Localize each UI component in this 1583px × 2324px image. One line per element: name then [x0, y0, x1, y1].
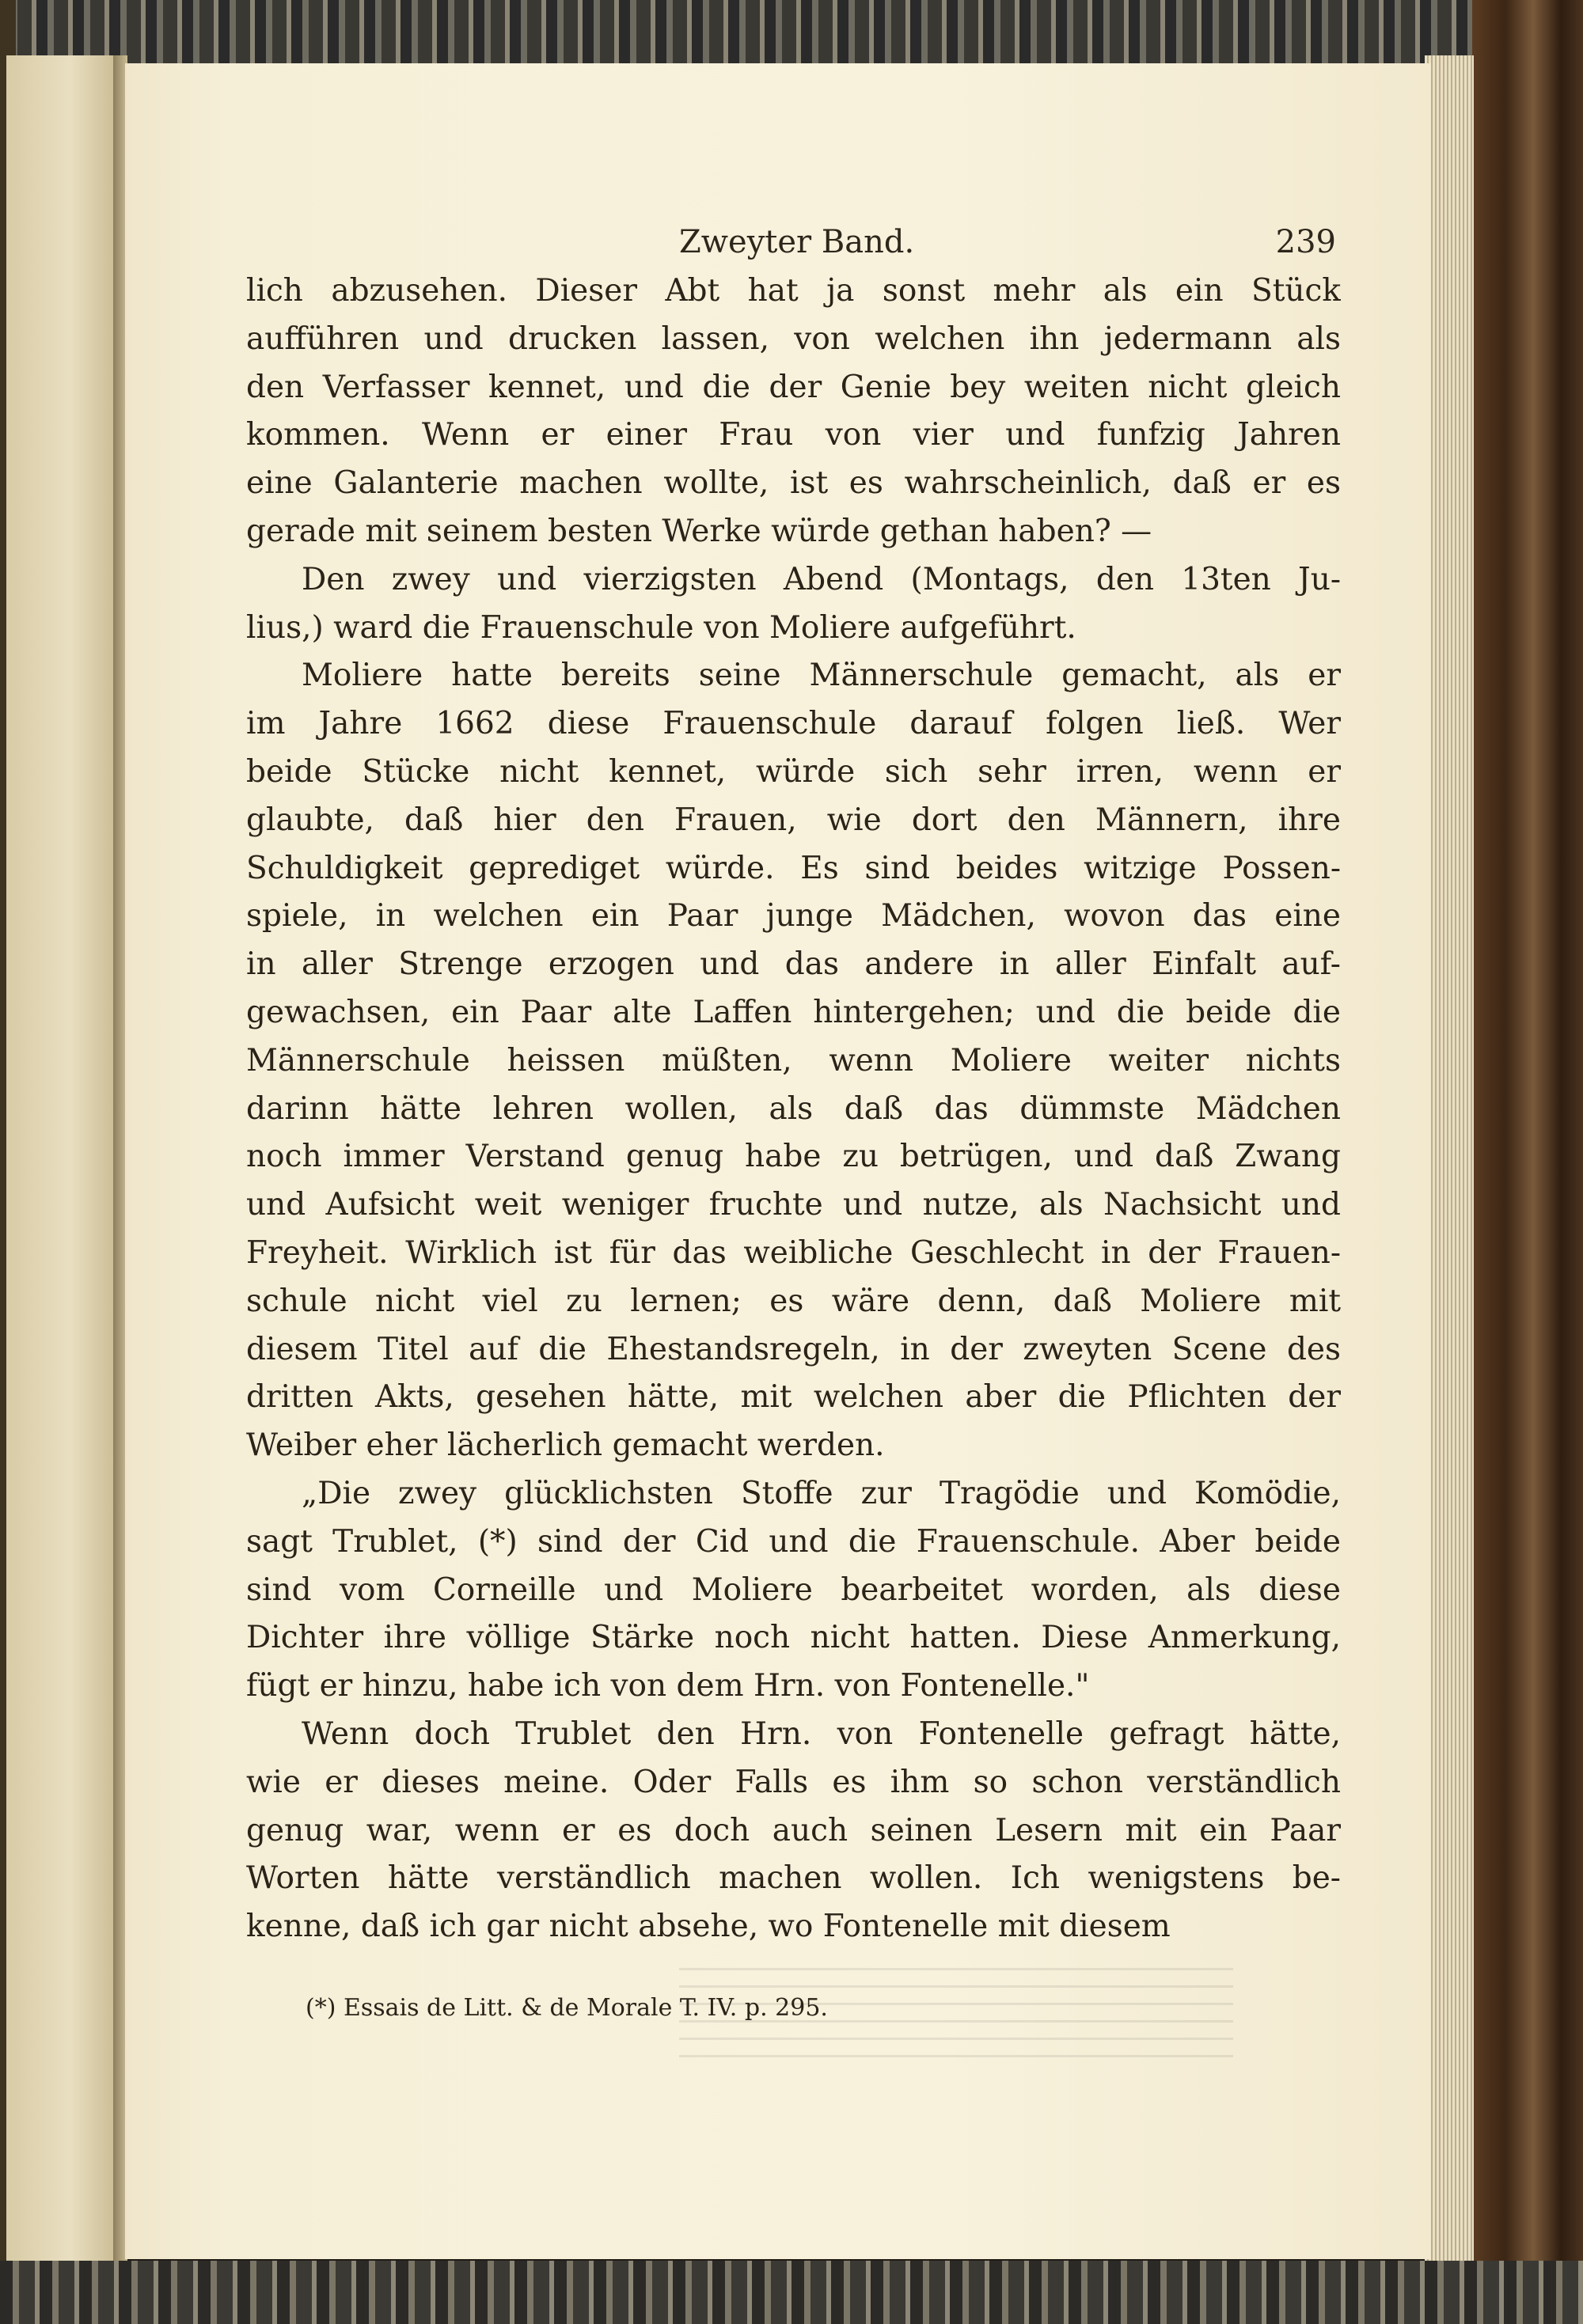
text-line: spiele, in welchen ein Paar junge Mädchen, wovon das eine [246, 898, 1341, 935]
text-line: gewachsen, ein Paar alte Laffen hintergehen; und die beide die [246, 994, 1341, 1030]
text-line: wie er dieses meine. Oder Falls es ihm so schon verständlich [246, 1764, 1341, 1800]
body-text [246, 267, 1341, 1951]
text-line: Wenn doch Trublet den Hrn. von Fontenelle gefragt hätte, [302, 1716, 1341, 1752]
text-line: diesem Titel auf die Ehestandsregeln, in der zweyten Scene des [246, 1331, 1341, 1367]
text-line: und Aufsicht weit weniger fruchte und nutze, als Nachsicht und [246, 1187, 1341, 1223]
text-line: lius,) ward die Frauenschule von Moliere aufgeführt. [246, 609, 1076, 646]
book-cover-top-edge [0, 0, 1583, 71]
text-line: Schuldigkeit geprediget würde. Es sind beides witzige Possen- [246, 850, 1341, 886]
page-number: 239 [1275, 224, 1336, 260]
text-line: kenne, daß ich gar nicht absehe, wo Fontenelle mit diesem [246, 1909, 1171, 1945]
running-header [125, 224, 1431, 263]
text-line: sind vom Corneille und Moliere bearbeitet worden, als diese [246, 1571, 1341, 1608]
text-line: Freyheit. Wirklich ist für das weibliche Geschlecht in der Frauen- [246, 1234, 1341, 1271]
text-line: Dichter ihre völlige Stärke noch nicht hatten. Diese Anmerkung, [246, 1620, 1341, 1656]
book-cover-right-edge [1472, 0, 1583, 2324]
text-line: schule nicht viel zu lernen; es wäre denn, daß Moliere mit [246, 1283, 1341, 1319]
text-line: im Jahre 1662 diese Frauenschule darauf folgen ließ. Wer [246, 706, 1341, 742]
text-line: den Verfasser kennet, und die der Genie bey weiten nicht gleich [246, 369, 1341, 405]
book-cover-bottom-edge [0, 2261, 1583, 2324]
text-line: genug war, wenn er es doch auch seinen Lesern mit ein Paar [246, 1812, 1341, 1848]
text-line: glaubte, daß hier den Frauen, wie dort den Männern, ihre [246, 802, 1341, 838]
text-line: Männerschule heissen müßten, wenn Moliere weiter nichts [246, 1042, 1341, 1079]
text-line: Moliere hatte bereits seine Männerschule gemacht, als er [302, 658, 1341, 694]
text-line: dritten Akts, gesehen hätte, mit welchen aber die Pflichten der [246, 1379, 1341, 1416]
text-line: in aller Strenge erzogen und das andere in aller Einfalt auf- [246, 946, 1341, 983]
text-line: noch immer Verstand genug habe zu betrügen, und daß Zwang [246, 1139, 1341, 1175]
text-line: sagt Trublet, (*) sind der Cid und die Frauenschule. Aber beide [246, 1523, 1341, 1560]
text-line: Worten hätte verständlich machen wollen. Ich wenigstens be- [246, 1860, 1341, 1897]
book-page [125, 63, 1431, 2259]
text-line: Den zwey und vierzigsten Abend (Montags, den 13ten Ju- [302, 561, 1341, 597]
page-edge-stack [1425, 55, 1474, 2263]
text-line: lich abzusehen. Dieser Abt hat ja sonst mehr als ein Stück [246, 273, 1341, 309]
text-line: Weiber eher lächerlich gemacht werden. [246, 1427, 885, 1464]
footnote: (*) Essais de Litt. & de Morale T. IV. p. 295. [306, 1994, 828, 2022]
text-line: kommen. Wenn er einer Frau von vier und funfzig Jahren [246, 417, 1341, 453]
previous-page-sliver [6, 55, 116, 2263]
text-line: darinn hätte lehren wollen, als daß das dümmste Mädchen [246, 1090, 1341, 1127]
text-line: gerade mit seinem besten Werke würde gethan haben? — [246, 513, 1152, 549]
text-line: beide Stücke nicht kennet, würde sich sehr irren, wenn er [246, 753, 1341, 790]
running-header-title: Zweyter Band. [679, 224, 915, 260]
text-line: fügt er hinzu, habe ich von dem Hrn. von Fontenelle." [246, 1668, 1090, 1704]
text-line: aufführen und drucken lassen, von welchen ihn jedermann als [246, 320, 1341, 357]
text-line: eine Galanterie machen wollte, ist es wahrscheinlich, daß er es [246, 465, 1341, 502]
text-line: „Die zwey glücklichsten Stoffe zur Tragödie und Komödie, [302, 1475, 1341, 1511]
